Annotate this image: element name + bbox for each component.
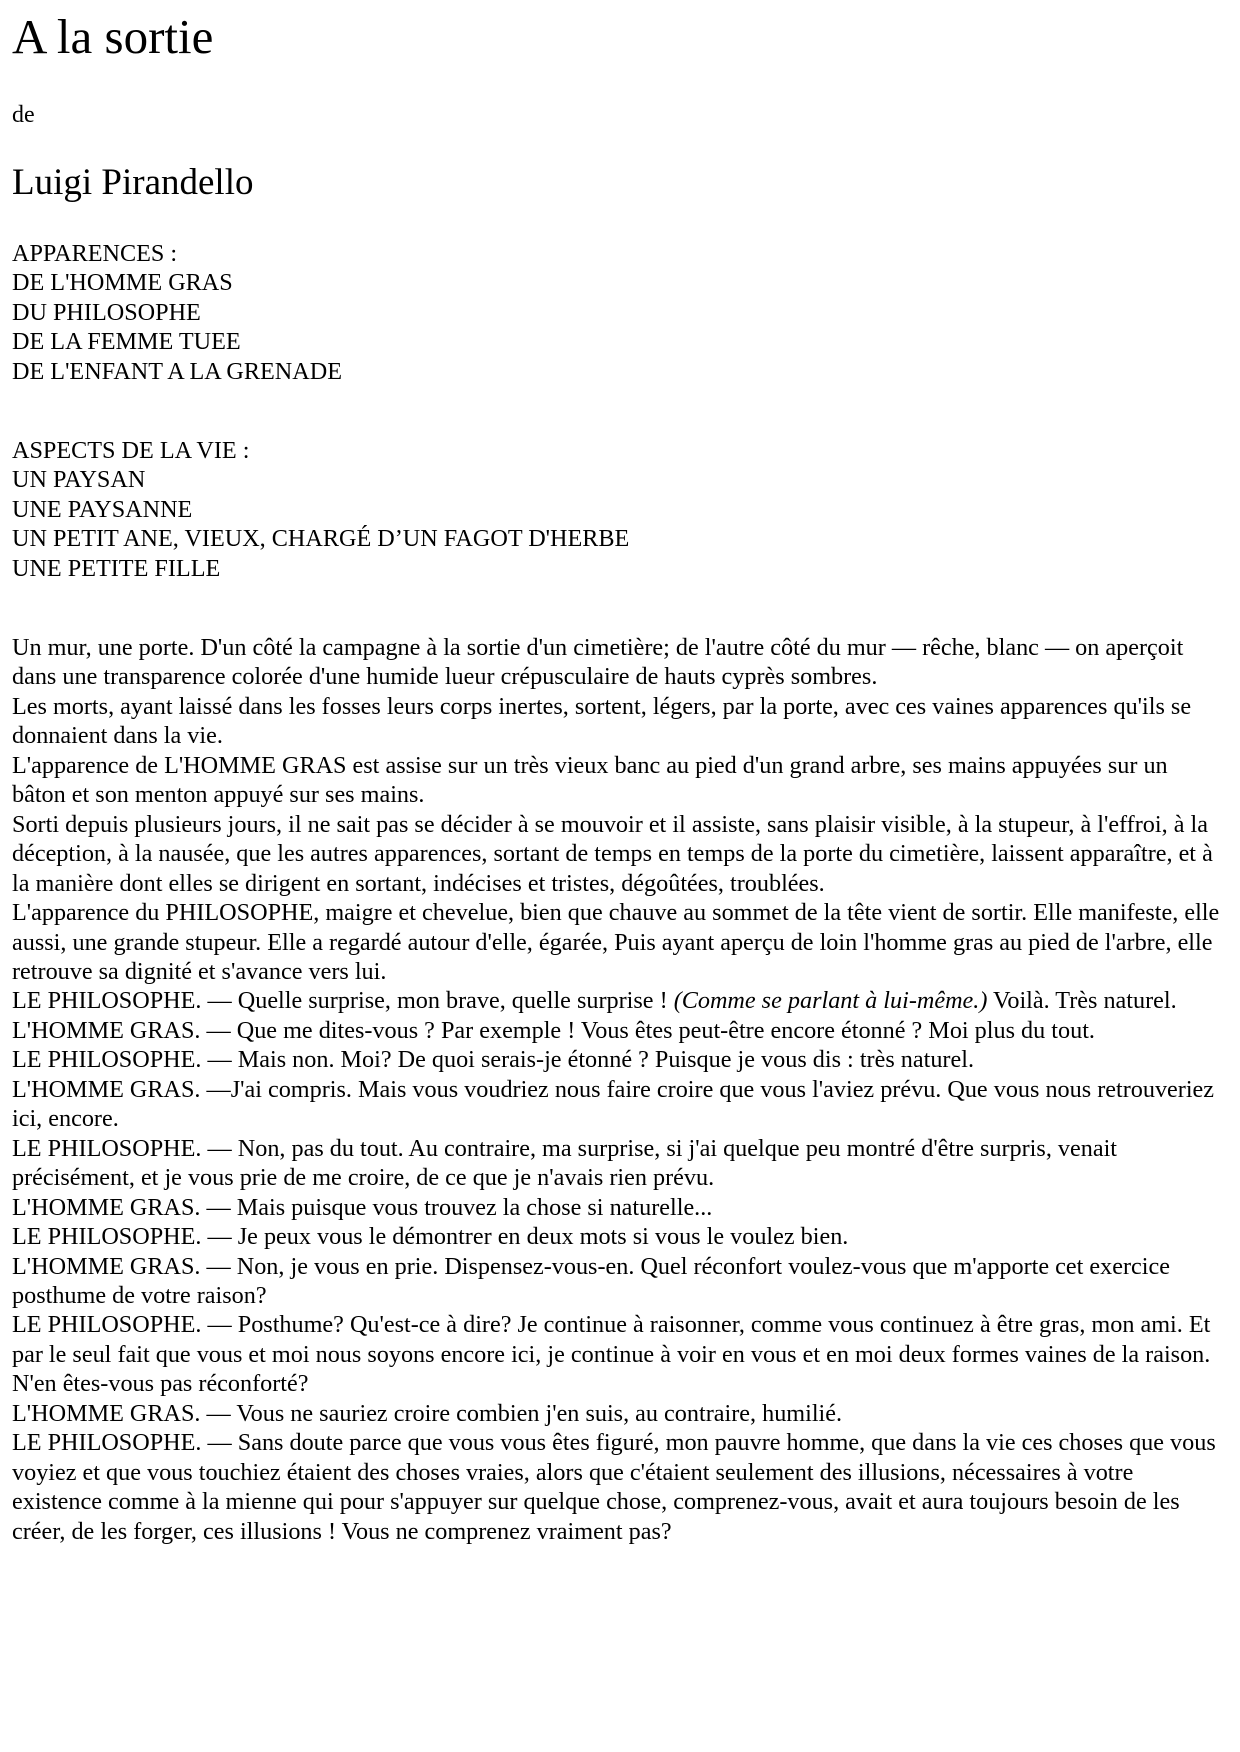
stage-direction: Les morts, ayant laissé dans les fosses leurs corps inertes, sortent, légers, par la porte, avec ces vaines apparences qu'ils se donnaient dans la vie. — [12, 692, 1192, 750]
cast-item: UN PAYSAN — [12, 466, 146, 494]
cast-list-appearances — [12, 239, 1227, 386]
cast-item: DE L'HOMME GRAS — [12, 269, 233, 297]
dialogue-line: L'HOMME GRAS. — Non, je vous en prie. Dispensez-vous-en. Quel réconfort voulez-vous que m'apporte cet exercice posthume de votre raison? — [12, 1252, 1170, 1309]
dialogue-line: L'HOMME GRAS. —J'ai compris. Mais vous voudriez nous faire croire que vous l'aviez prévu. Que vous nous retrouveriez ici, encore. — [12, 1075, 1215, 1133]
cast-item: DE L'ENFANT A LA GRENADE — [12, 357, 342, 385]
dialogue-text: LE PHILOSOPHE. — Quelle surprise, mon brave, quelle surprise ! — [12, 987, 674, 1015]
stage-direction: L'apparence de L'HOMME GRAS est assise sur un très vieux banc au pied d'un grand arbre, ses mains appuyées sur un bâton et son menton appuyé sur ses mains. — [12, 751, 1168, 809]
stage-direction: Sorti depuis plusieurs jours, il ne sait pas se décider à se mouvoir et il assiste, sans plaisir visible, à la stupeur, à l'effroi, à la déception, à la nausée, que les autres apparences, sortant de temps en temps de la porte du cimetière, laissent apparaître, et à la manière dont elles se dirigent en sortant, indécises et tristes, dégoûtées, troublées. — [12, 810, 1213, 897]
cast-item: UNE PAYSANNE — [12, 495, 193, 523]
inline-stage-direction: (Comme se parlant à lui-même.) — [673, 987, 988, 1015]
dialogue-line: L'HOMME GRAS. — Vous ne sauriez croire combien j'en suis, au contraire, humilié. — [12, 1399, 843, 1427]
byline-de: de — [12, 102, 35, 128]
dialogue-line: LE PHILOSOPHE. — Posthume? Qu'est-ce à dire? Je continue à raisonner, comme vous continuez à être gras, mon ami. Et par le seul fait que vous et moi nous soyons encore ici, je continue à voir en vous et en moi deux formes vaines de la raison. N'en êtes-vous pas réconforté? — [12, 1311, 1211, 1398]
cast-heading: APPARENCES : — [12, 240, 178, 267]
dialogue-line: LE PHILOSOPHE. — Non, pas du tout. Au contraire, ma surprise, si j'ai quelque peu montré d'être surpris, venait précisément, et je vous prie de me croire, de ce que je n'avais rien prévu. — [12, 1134, 1118, 1192]
cast-item: UNE PETITE FILLE — [12, 554, 221, 582]
cast-item: DE LA FEMME TUEE — [12, 328, 241, 356]
stage-direction: L'apparence du PHILOSOPHE, maigre et chevelue, bien que chauve au sommet de la tête vient de sortir. Elle manifeste, elle aussi, une grande stupeur. Elle a regardé autour d'elle, égarée, Puis ayant aperçu de loin l'homme gras au pied de l'arbre, elle retrouve sa dignité et s'avance vers lui. — [12, 899, 1220, 985]
cast-item: DU PHILOSOPHE — [12, 298, 201, 326]
dialogue-line: L'HOMME GRAS. — Mais puisque vous trouvez la chose si naturelle... — [12, 1193, 713, 1221]
play-text — [12, 633, 1227, 1546]
stage-direction: Un mur, une porte. D'un côté la campagne à la sortie d'un cimetière; de l'autre côté du mur — rêche, blanc — on aperçoit dans une transparence colorée d'une humide lueur crépusculaire de hauts cyprès sombres. — [12, 634, 1184, 691]
dialogue-line: L'HOMME GRAS. — Que me dites-vous ? Par exemple ! Vous êtes peut-être encore étonné ? Moi plus du tout. — [12, 1016, 1095, 1044]
dialogue-line: LE PHILOSOPHE. — Sans doute parce que vous vous êtes figuré, mon pauvre homme, que dans la vie ces choses que vous voyiez et que vous touchiez étaient des choses vraies, alors que c'étaient seulement des illusions, nécessaires à votre existence comme à la mienne qui pour s'appuyer sur quelque chose, comprenez-vous, avait et aura toujours besoin de les créer, de les forger, ces illusions ! Vous ne comprenez vraiment pas? — [12, 1429, 1216, 1545]
dialogue-line: LE PHILOSOPHE. — Mais non. Moi? De quoi serais-je étonné ? Puisque je vous dis : très naturel. — [12, 1046, 974, 1074]
dialogue-line: LE PHILOSOPHE. — Je peux vous le démontrer en deux mots si vous le voulez bien. — [12, 1223, 849, 1251]
cast-heading: ASPECTS DE LA VIE : — [12, 437, 250, 464]
cast-list-aspects — [12, 436, 1227, 583]
dialogue-text: Voilà. Très naturel. — [987, 987, 1177, 1015]
dialogue-line — [12, 986, 1227, 1015]
author-name: Luigi Pirandello — [12, 162, 254, 203]
play-title: A la sortie — [12, 9, 214, 64]
cast-item: UN PETIT ANE, VIEUX, CHARGÉ D’UN FAGOT D'HERBE — [12, 525, 630, 553]
